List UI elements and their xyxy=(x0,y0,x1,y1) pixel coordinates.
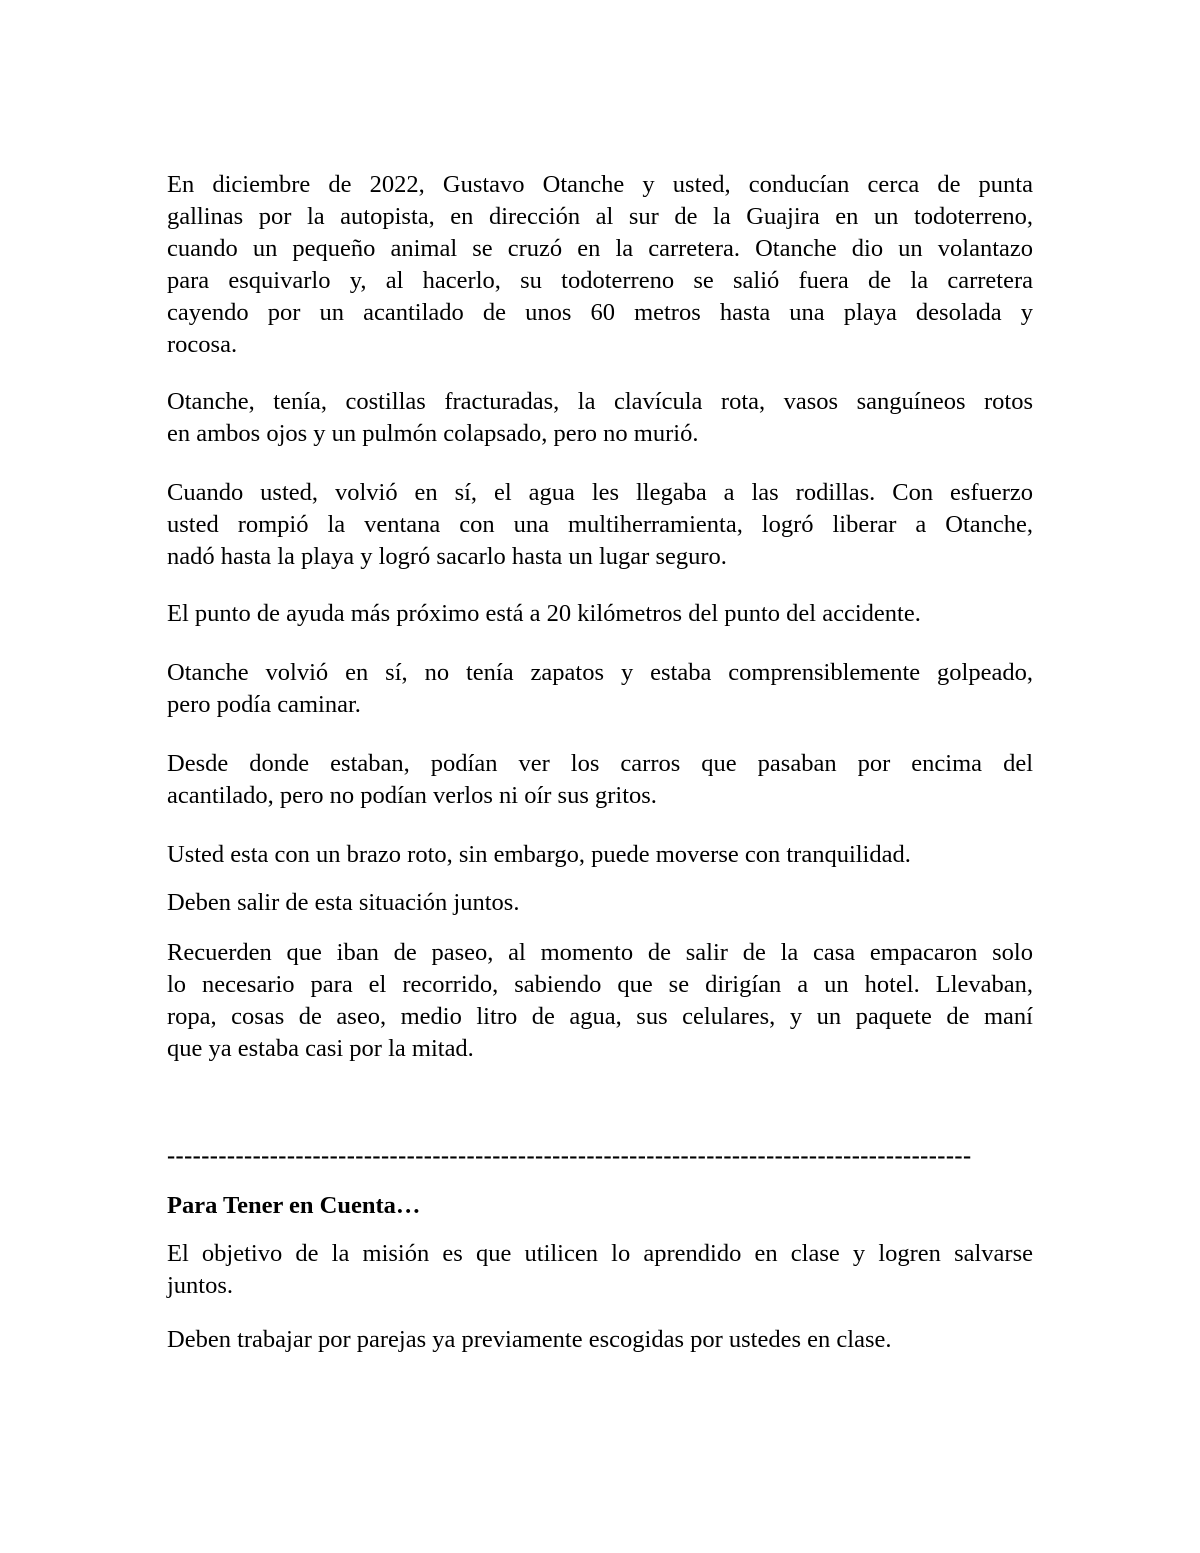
text-line: acantilado, pero no podían verlos ni oír sus gritos. xyxy=(167,782,657,809)
text-line: rocosa. xyxy=(167,331,238,358)
paragraph-together xyxy=(167,887,1033,919)
text-line: juntos. xyxy=(167,1272,234,1299)
text-line: Otanche volvió en sí, no tenía zapatos y estaba comprensiblemente golpeado, xyxy=(167,659,1033,686)
text-line: nadó hasta la playa y logró sacarlo hasta un lugar seguro. xyxy=(167,543,727,570)
text-line: En diciembre de 2022, Gustavo Otanche y usted, conducían cerca de punta xyxy=(167,171,1033,198)
text-line: Deben trabajar por parejas ya previamente escogidas por ustedes en clase. xyxy=(167,1326,892,1353)
text-line: cayendo por un acantilado de unos 60 metros hasta una playa desolada y xyxy=(167,299,1033,326)
text-line: pero podía caminar. xyxy=(167,691,361,718)
text-line: gallinas por la autopista, en dirección al sur de la Guajira en un todoterreno, xyxy=(167,203,1033,230)
notes-paragraph-objective xyxy=(167,1238,1033,1302)
text-line: cuando un pequeño animal se cruzó en la carretera. Otanche dio un volantazo xyxy=(167,235,1033,262)
paragraph-supplies xyxy=(167,937,1033,1065)
dashed-divider: ---------------------------------------------------------------------------------------------- xyxy=(167,1142,972,1169)
text-line: lo necesario para el recorrido, sabiendo que se dirigían a un hotel. Llevaban, xyxy=(167,971,1033,998)
text-line: que ya estaba casi por la mitad. xyxy=(167,1035,474,1062)
text-line: para esquivarlo y, al hacerlo, su todoterreno se salió fuera de la carretera xyxy=(167,267,1033,294)
paragraph-accident xyxy=(167,169,1033,361)
text-line: usted rompió la ventana con una multiherramienta, logró liberar a Otanche, xyxy=(167,511,1033,538)
text-line: en ambos ojos y un pulmón colapsado, pero no murió. xyxy=(167,420,699,447)
text-line: Otanche, tenía, costillas fracturadas, la clavícula rota, vasos sanguíneos rotos xyxy=(167,388,1033,415)
text-line: Cuando usted, volvió en sí, el agua les llegaba a las rodillas. Con esfuerzo xyxy=(167,479,1033,506)
notes-paragraph-pairs xyxy=(167,1324,1033,1356)
paragraph-cars xyxy=(167,748,1033,812)
text-line: Desde donde estaban, podían ver los carros que pasaban por encima del xyxy=(167,750,1033,777)
paragraph-help-distance xyxy=(167,598,1033,630)
paragraph-injuries xyxy=(167,386,1033,450)
text-line: Recuerden que iban de paseo, al momento de salir de la casa empacaron solo xyxy=(167,939,1033,966)
text-line: El punto de ayuda más próximo está a 20 kilómetros del punto del accidente. xyxy=(167,600,921,627)
notes-heading: Para Tener en Cuenta… xyxy=(167,1192,421,1219)
text-line: ropa, cosas de aseo, medio litro de agua, sus celulares, y un paquete de maní xyxy=(167,1003,1033,1030)
text-line: Deben salir de esta situación juntos. xyxy=(167,889,520,916)
text-line: El objetivo de la misión es que utilicen lo aprendido en clase y logren salvarse xyxy=(167,1240,1033,1267)
paragraph-otanche-status xyxy=(167,657,1033,721)
paragraph-rescue xyxy=(167,477,1033,573)
text-line: Usted esta con un brazo roto, sin embargo, puede moverse con tranquilidad. xyxy=(167,841,911,868)
paragraph-broken-arm xyxy=(167,839,1033,871)
